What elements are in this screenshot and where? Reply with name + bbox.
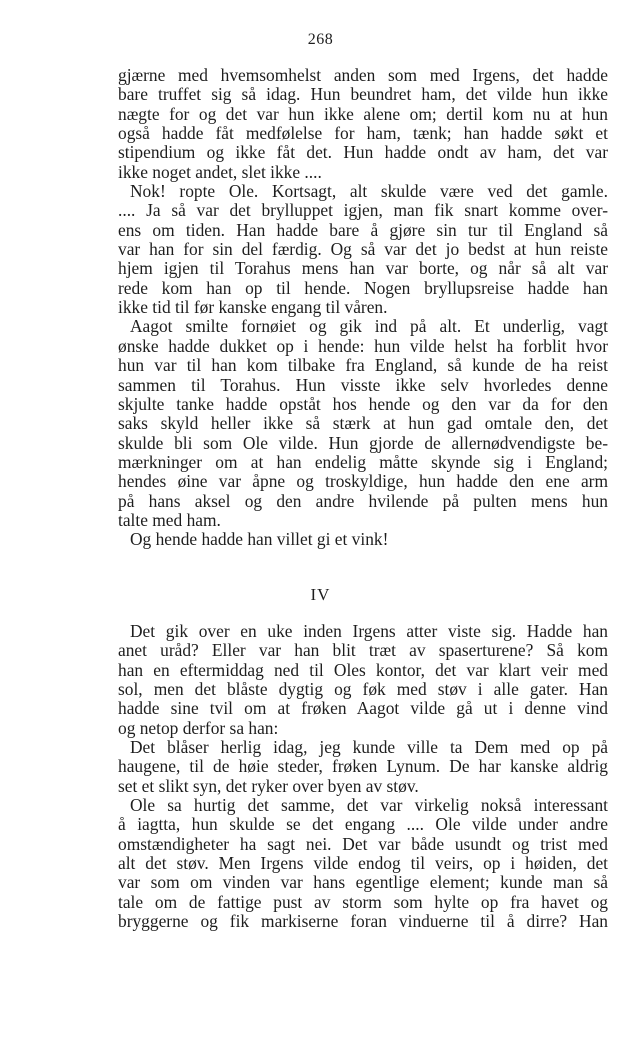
text-line: på hans aksel og den andre hvilende på pulten mens hun (118, 490, 608, 511)
text-line: saks skyld heller ikke så stærk at hun gad omtale den, det (118, 413, 608, 434)
text-line: var han for sin del færdig. Og så var det jo bedst at hun reiste (118, 239, 608, 260)
text-line: sammen til Torahus. Hun visste ikke selv hvorledes denne (118, 374, 608, 395)
text-line: omstændigheter ha sagt nei. Det var både usundt og trist med (118, 833, 608, 854)
text-line: stipendium og ikke fåt det. Hun hadde ondt av ham, det var (118, 142, 608, 163)
text-line: Ole sa hurtig det samme, det var virkelig nokså interessant (130, 795, 608, 816)
text-line: Nok! ropte Ole. Kortsagt, alt skulde være ved det gamle. (130, 181, 608, 202)
text-line: nægte for og det var hun ikke alene om; dertil kom nu at hun (118, 103, 608, 124)
text-line: anet uråd? Eller var han blit træt av spaserturene? Så kom (118, 640, 608, 661)
text-line: skulde bli som Ole vilde. Hun gjorde de allernødvendigste be- (118, 432, 608, 453)
text-line: rede kom han op til hende. Nogen bryllupsreise hadde han (118, 277, 608, 298)
text-line: mærkninger om at han endelig måtte skynde sig i England; (118, 451, 608, 472)
text-line: også hadde fåt medfølelse for ham, tænk; han hadde søkt et (118, 123, 608, 144)
text-line: hjem igjen til Torahus mens han var borte, og når så alt var (118, 258, 608, 279)
text-line: ens om tiden. Han hadde bare å gjøre sin tur til England så (118, 219, 608, 240)
text-line: Det blåser herlig idag, jeg kunde ville ta Dem med op på (130, 737, 608, 758)
chapter-heading: IV (310, 585, 331, 604)
text-line: talte med ham. (118, 509, 221, 530)
text-line: sol, men det blåste dygtig og føk med støv i alle gater. Han (118, 679, 608, 700)
text-line: Det gik over en uke inden Irgens atter viste sig. Hadde han (130, 621, 608, 641)
text-line: og netop derfor sa han: (118, 717, 279, 738)
text-line: å iagtta, hun skulde se det engang .... Ole vilde under andre (118, 814, 608, 835)
text-line: ønske hadde dukket op i hende: hun vilde helst ha forblit hvor (118, 335, 608, 356)
text-line: hun var til han kom tilbake fra England, så kunde de ha reist (118, 355, 608, 376)
text-line: skjulte tanke hadde opståt hos hende og den var da for den (118, 393, 608, 414)
text-line: var som om vinden var hans egentlige element; kunde man så (118, 872, 608, 893)
text-line: hadde sine tvil om at frøken Aagot vilde gå ut i denne vind (118, 698, 608, 719)
page-number: 268 (307, 31, 334, 48)
text-line: set et slikt syn, det ryker over byen av støv. (118, 775, 419, 796)
text-line: ikke noget andet, slet ikke .... (118, 161, 322, 182)
text-line: hendes øine var åpne og troskyldige, hun hadde den ene arm (118, 471, 608, 492)
text-line: tale om de fattige pust av storm som hylte op fra havet og (118, 891, 608, 912)
text-line: bryggerne og fik markiserne foran vinduerne til å dirre? Han (118, 911, 608, 932)
text-line: bare truffet sig så idag. Hun beundret ham, det vilde hun ikke (118, 84, 608, 105)
text-line: alt det støv. Men Irgens vilde endog til veirs, op i høiden, det (118, 853, 608, 874)
text-line: Og hende hadde han villet gi et vink! (130, 529, 389, 550)
text-line: .... Ja så var det brylluppet igjen, man fik snart komme over- (118, 200, 608, 221)
section-two-text (118, 622, 608, 932)
text-line: Aagot smilte fornøiet og gik ind på alt. Et underlig, vagt (130, 316, 608, 337)
section-one-text (118, 66, 608, 550)
text-line: ikke tid til før kanske engang til våren. (118, 297, 388, 318)
text-line: haugene, til de høie steder, frøken Lynum. De har kanske aldrig (118, 756, 608, 777)
text-line: gjærne med hvemsomhelst anden som med Irgens, det hadde (118, 65, 608, 85)
text-line: han en eftermiddag ned til Oles kontor, det var klart veir med (118, 659, 608, 680)
